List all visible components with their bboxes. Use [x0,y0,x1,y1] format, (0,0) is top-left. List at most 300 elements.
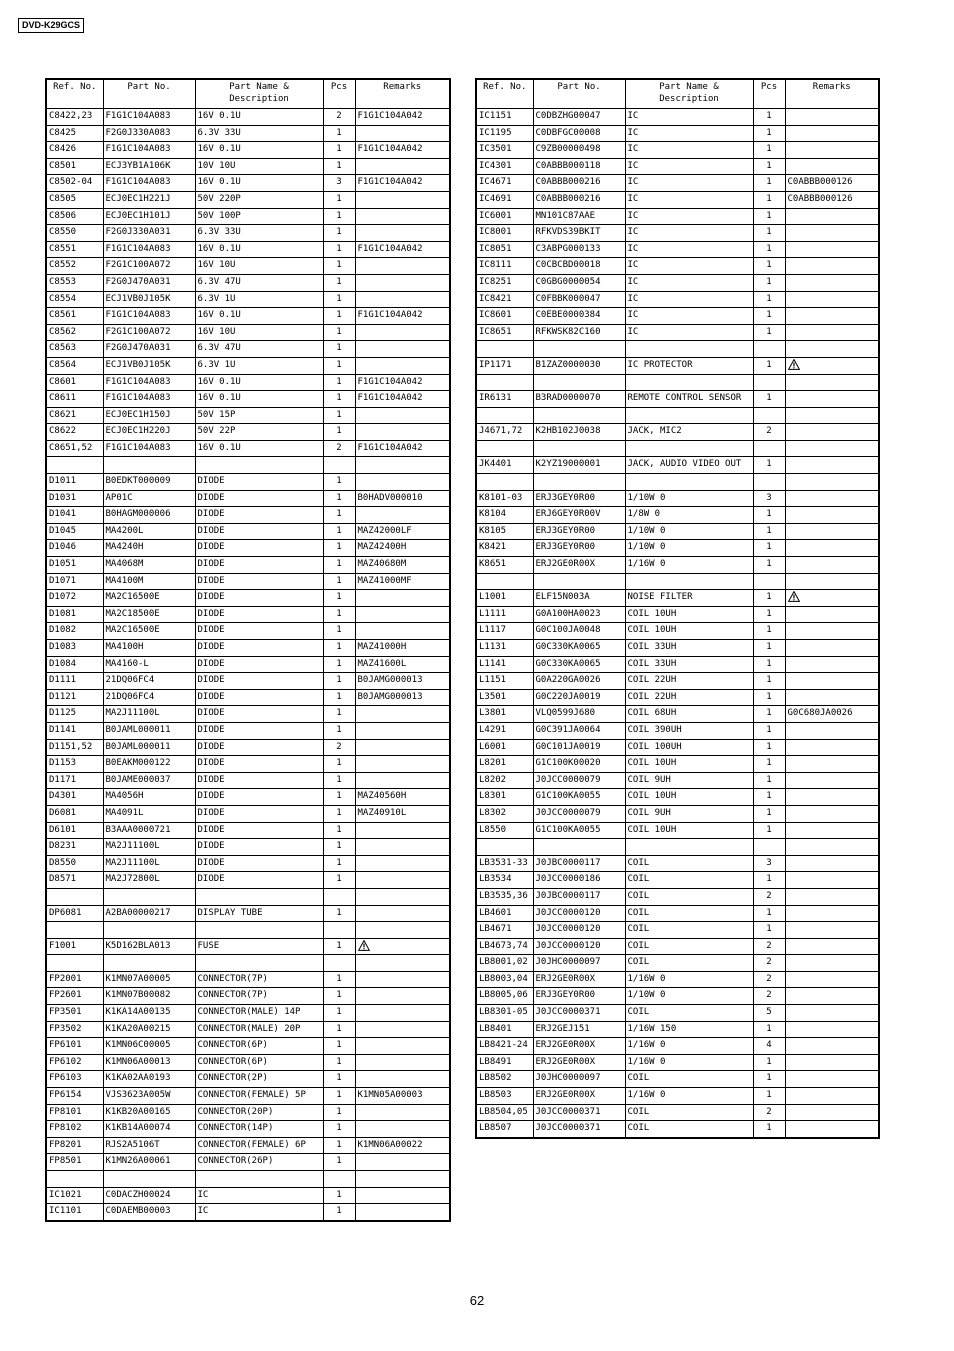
remarks-cell [355,341,450,358]
part-no-cell: F1G1C104A083 [103,241,195,258]
ref-no-cell: LB4601 [476,905,533,922]
remarks-cell: MAZ42000LF [355,523,450,540]
part-no-cell: F2G0J470A031 [103,341,195,358]
pcs-cell: 1 [753,457,785,474]
table-row [46,640,450,657]
table-row [476,1088,879,1105]
part-no-cell: C0FBBK000047 [533,291,625,308]
part-name-cell: COIL [625,1071,753,1088]
remarks-cell [355,606,450,623]
ref-no-cell: C8422,23 [46,109,103,126]
pcs-cell: 1 [753,158,785,175]
pcs-cell: 2 [753,988,785,1005]
remarks-cell [785,938,879,955]
pcs-cell: 1 [323,391,355,408]
ref-no-cell: IC4691 [476,191,533,208]
table-row [46,507,450,524]
part-no-cell: F2G0J470A031 [103,274,195,291]
ref-no-cell: D1171 [46,772,103,789]
table-row [46,590,450,607]
table-row [46,125,450,142]
part-name-cell: COIL 22UH [625,673,753,690]
remarks-cell [785,308,879,325]
remarks-cell: F1G1C104A042 [355,241,450,258]
pcs-cell: 1 [753,308,785,325]
table-row [476,689,879,706]
table-row [46,1054,450,1071]
ref-no-cell: LB8301-05 [476,1005,533,1022]
remarks-cell [785,822,879,839]
ref-no-cell: LB8504,05 [476,1104,533,1121]
ref-no-cell: LB8005,06 [476,988,533,1005]
remarks-cell [355,191,450,208]
pcs-cell: 2 [323,109,355,126]
ref-no-cell: C8552 [46,258,103,275]
part-no-cell: F2G0J330A083 [103,125,195,142]
part-name-cell: COIL 10UH [625,822,753,839]
table-row [476,905,879,922]
ref-no-cell: DP6081 [46,905,103,922]
ref-no-cell: LB4673,74 [476,938,533,955]
ref-no-cell: LB3531-33 [476,855,533,872]
remarks-cell [785,424,879,441]
table-row [476,1071,879,1088]
pcs-cell: 1 [323,1071,355,1088]
table-row [46,1121,450,1138]
table-row [476,971,879,988]
table-row [46,523,450,540]
pcs-cell: 1 [323,971,355,988]
table-row [476,142,879,159]
ref-no-cell: FP6101 [46,1038,103,1055]
part-no-cell: MA2C16500E [103,590,195,607]
remarks-cell [785,1104,879,1121]
part-name-cell: IC [625,308,753,325]
ref-no-cell: FP6154 [46,1088,103,1105]
pcs-cell: 1 [323,1204,355,1221]
part-name-cell: IC [625,225,753,242]
remarks-cell [785,971,879,988]
pcs-cell: 1 [323,474,355,491]
remarks-cell [785,341,879,358]
ref-no-cell: L3801 [476,706,533,723]
remarks-cell: MAZ40560H [355,789,450,806]
table-row [476,208,879,225]
ref-no-cell [476,407,533,424]
table-row [476,1054,879,1071]
remarks-cell [355,407,450,424]
remarks-cell [355,1005,450,1022]
part-name-cell: COIL [625,938,753,955]
remarks-cell [785,623,879,640]
ref-no-cell: IC4301 [476,158,533,175]
remarks-cell [355,590,450,607]
part-no-cell: C0DAEMB00003 [103,1204,195,1221]
table-row [46,490,450,507]
part-name-cell: COIL 33UH [625,640,753,657]
part-name-cell: IC [625,208,753,225]
part-no-cell: RJS2A5106T [103,1137,195,1154]
pcs-cell: 1 [323,905,355,922]
table-row [476,722,879,739]
pcs-cell: 1 [753,291,785,308]
ref-no-cell: D6081 [46,805,103,822]
table-row [476,822,879,839]
pcs-cell: 1 [323,756,355,773]
table-row [476,789,879,806]
remarks-cell [355,507,450,524]
part-name-cell: DIODE [195,523,323,540]
part-name-cell: 16V 0.1U [195,391,323,408]
table-row [476,590,879,607]
pcs-cell: 1 [753,357,785,374]
ref-no-cell: L8302 [476,805,533,822]
ref-no-cell: D1151,52 [46,739,103,756]
table-row [46,872,450,889]
part-no-cell: ECJ3YB1A106K [103,158,195,175]
pcs-cell: 1 [753,142,785,159]
part-name-cell: DIODE [195,474,323,491]
part-name-cell: IC [195,1187,323,1204]
table-row [46,756,450,773]
part-name-cell: IC [625,274,753,291]
remarks-cell [355,258,450,275]
pcs-cell: 1 [753,1071,785,1088]
part-name-cell: 16V 0.1U [195,308,323,325]
part-no-cell: MA2C18500E [103,606,195,623]
table-row [476,855,879,872]
part-no-cell: F2G1C100A072 [103,324,195,341]
pcs-cell [323,922,355,939]
remarks-cell [355,357,450,374]
remarks-cell [355,208,450,225]
part-no-cell: ERJ2GE0R00X [533,1038,625,1055]
table-row [476,706,879,723]
pcs-cell: 1 [323,623,355,640]
ref-no-cell: LB8421-24 [476,1038,533,1055]
ref-no-cell [46,1171,103,1188]
pcs-cell [753,474,785,491]
pcs-cell: 1 [753,590,785,607]
pcs-cell: 1 [323,208,355,225]
part-no-cell: ERJ3GEY0R00 [533,540,625,557]
part-no-cell: J0JCC0000371 [533,1104,625,1121]
pcs-cell: 1 [323,407,355,424]
part-no-cell: J0JBC0000117 [533,888,625,905]
part-no-cell: J0JCC0000371 [533,1121,625,1138]
ref-no-cell: K8651 [476,557,533,574]
remarks-cell [355,839,450,856]
ref-no-cell: C8611 [46,391,103,408]
ref-no-cell: D8231 [46,839,103,856]
ref-no-cell: LB3535,36 [476,888,533,905]
pcs-cell: 1 [753,208,785,225]
remarks-cell [355,1021,450,1038]
remarks-cell [355,905,450,922]
table-row [46,606,450,623]
part-no-cell: B0EAKM000122 [103,756,195,773]
ref-no-cell: D1121 [46,689,103,706]
remarks-cell [355,125,450,142]
pcs-cell [323,888,355,905]
remarks-cell: C0ABBB000126 [785,191,879,208]
pcs-cell [323,457,355,474]
pcs-cell: 1 [323,225,355,242]
table-row [46,673,450,690]
remarks-cell: B0JAMG000013 [355,673,450,690]
part-no-cell: B0JAML000011 [103,722,195,739]
pcs-cell: 1 [323,789,355,806]
part-name-cell: COIL 9UH [625,805,753,822]
part-name-cell: COIL 9UH [625,772,753,789]
part-no-cell: ERJ2GE0R00X [533,1088,625,1105]
part-name-cell: DIODE [195,739,323,756]
table-row [46,341,450,358]
pcs-cell: 2 [323,440,355,457]
ref-no-cell: L1151 [476,673,533,690]
part-name-cell: DIODE [195,706,323,723]
remarks-cell [355,722,450,739]
ref-no-cell: L1001 [476,590,533,607]
pcs-cell: 1 [753,523,785,540]
pcs-cell: 2 [753,971,785,988]
table-row [46,225,450,242]
part-name-cell: 1/16W 0 [625,1054,753,1071]
pcs-cell: 1 [323,938,355,955]
pcs-cell: 1 [753,1021,785,1038]
remarks-cell [785,490,879,507]
part-no-cell: C3ABPG000133 [533,241,625,258]
remarks-cell [785,756,879,773]
pcs-cell: 5 [753,1005,785,1022]
part-no-cell: G0C330KA0065 [533,656,625,673]
part-no-cell [103,1171,195,1188]
part-no-cell: ERJ2GEJ151 [533,1021,625,1038]
ref-no-cell: D1111 [46,673,103,690]
table-row [46,1154,450,1171]
table-row [46,623,450,640]
ref-no-cell: LB4671 [476,922,533,939]
pcs-cell: 1 [323,1021,355,1038]
remarks-cell [785,357,879,374]
pcs-cell: 1 [323,839,355,856]
pcs-cell: 1 [753,175,785,192]
col-ref-header: Ref. No. [46,79,103,109]
part-name-cell: 1/10W 0 [625,523,753,540]
part-name-cell: IC [625,191,753,208]
ref-no-cell: IC8651 [476,324,533,341]
table-row [476,623,879,640]
part-name-cell: COIL [625,1104,753,1121]
ref-no-cell: IC8601 [476,308,533,325]
part-name-cell: IC [625,175,753,192]
pcs-cell: 1 [753,656,785,673]
part-no-cell: B1ZAZ0000030 [533,357,625,374]
remarks-cell [785,722,879,739]
remarks-cell [355,623,450,640]
table-row [46,689,450,706]
part-no-cell: F1G1C104A083 [103,391,195,408]
ref-no-cell: K8421 [476,540,533,557]
ref-no-cell: IC8421 [476,291,533,308]
ref-no-cell: L8201 [476,756,533,773]
part-name-cell: IC [625,125,753,142]
remarks-cell [785,440,879,457]
part-no-cell: F1G1C104A083 [103,308,195,325]
part-name-cell: COIL 100UH [625,739,753,756]
ref-no-cell: L1141 [476,656,533,673]
part-no-cell: C0CBCBD00018 [533,258,625,275]
table-row [476,888,879,905]
remarks-cell: MAZ41000H [355,640,450,657]
pcs-cell: 1 [323,374,355,391]
part-no-cell [533,573,625,590]
part-no-cell: K2YZ19000001 [533,457,625,474]
table-row [46,739,450,756]
remarks-cell [355,855,450,872]
pcs-cell: 1 [753,557,785,574]
remarks-cell [785,208,879,225]
remarks-cell [355,822,450,839]
remarks-cell [785,1088,879,1105]
table-row [476,1005,879,1022]
table-row [476,938,879,955]
remarks-cell [785,225,879,242]
part-name-cell: DIODE [195,722,323,739]
pcs-cell: 3 [323,175,355,192]
part-no-cell: G0C101JA0019 [533,739,625,756]
part-name-cell [195,955,323,972]
table-row [46,1187,450,1204]
remarks-cell [785,1038,879,1055]
part-no-cell: ECJ0EC1H220J [103,424,195,441]
ref-no-cell: C8501 [46,158,103,175]
pcs-cell: 1 [323,241,355,258]
part-name-cell: IC [625,324,753,341]
part-no-cell: J0JBC0000117 [533,855,625,872]
part-no-cell: MA4240H [103,540,195,557]
table-row [46,905,450,922]
ref-no-cell: F1001 [46,938,103,955]
remarks-cell [355,291,450,308]
table-row [476,739,879,756]
pcs-cell: 1 [753,391,785,408]
remarks-cell: F1G1C104A042 [355,308,450,325]
part-no-cell: MA4100M [103,573,195,590]
ref-no-cell: L1111 [476,606,533,623]
pcs-cell: 1 [753,689,785,706]
part-name-cell [625,440,753,457]
part-name-cell: 6.3V 47U [195,341,323,358]
pcs-cell: 1 [323,640,355,657]
part-name-cell: COIL 33UH [625,656,753,673]
remarks-cell [355,457,450,474]
table-row [476,922,879,939]
table-row [476,872,879,889]
part-no-cell: K1MN07B00082 [103,988,195,1005]
remarks-cell: C0ABBB000126 [785,175,879,192]
ref-no-cell: D1031 [46,490,103,507]
pcs-cell: 1 [323,772,355,789]
remarks-cell: F1G1C104A042 [355,175,450,192]
part-no-cell: C0ABBB000216 [533,175,625,192]
part-name-cell: CONNECTOR(14P) [195,1121,323,1138]
table-row [476,391,879,408]
ref-no-cell: IC8251 [476,274,533,291]
remarks-cell [355,1187,450,1204]
table-row [46,1204,450,1221]
table-row [46,540,450,557]
table-row [476,772,879,789]
remarks-cell [785,590,879,607]
part-no-cell: K1MN06C00005 [103,1038,195,1055]
pcs-cell: 1 [753,722,785,739]
pcs-cell [753,440,785,457]
table-row [476,1104,879,1121]
remarks-cell [355,888,450,905]
remarks-cell [355,922,450,939]
pcs-cell: 1 [323,158,355,175]
table-row [46,988,450,1005]
col-pcs-header: Pcs [323,79,355,109]
pcs-cell: 2 [753,888,785,905]
remarks-cell [785,1021,879,1038]
pcs-cell: 1 [323,1104,355,1121]
table-row [476,955,879,972]
table-row [46,855,450,872]
part-no-cell: AP01C [103,490,195,507]
pcs-cell: 1 [323,507,355,524]
part-name-cell: IC PROTECTOR [625,357,753,374]
part-no-cell [103,922,195,939]
table-row [476,241,879,258]
part-no-cell: MA4100H [103,640,195,657]
table-header-row [46,79,450,109]
pcs-cell: 1 [323,523,355,540]
parts-table-left-body [46,109,450,1221]
part-name-cell: COIL 10UH [625,789,753,806]
ref-no-cell: IC1151 [476,109,533,126]
remarks-cell [355,772,450,789]
pcs-cell: 1 [753,1088,785,1105]
table-row [46,805,450,822]
part-name-cell: 6.3V 33U [195,225,323,242]
pcs-cell: 1 [323,706,355,723]
table-row [46,407,450,424]
part-name-cell: IC [625,241,753,258]
part-no-cell: ERJ3GEY0R00 [533,490,625,507]
remarks-cell: F1G1C104A042 [355,109,450,126]
table-row [476,158,879,175]
ref-no-cell: JK4401 [476,457,533,474]
part-no-cell: B3RAD0000070 [533,391,625,408]
part-name-cell: COIL [625,1005,753,1022]
part-name-cell: IC [625,158,753,175]
part-name-cell: CONNECTOR(6P) [195,1054,323,1071]
pcs-cell: 1 [753,872,785,889]
pcs-cell [753,374,785,391]
remarks-cell: MAZ40680M [355,557,450,574]
remarks-cell [355,938,450,955]
remarks-cell [785,391,879,408]
pcs-cell: 2 [753,955,785,972]
ref-no-cell: L1131 [476,640,533,657]
part-no-cell: C0DBZHG00047 [533,109,625,126]
part-no-cell: VLQ0599J680 [533,706,625,723]
part-no-cell: ECJ1VB0J105K [103,357,195,374]
pcs-cell: 1 [323,590,355,607]
part-no-cell: ECJ1VB0J105K [103,291,195,308]
